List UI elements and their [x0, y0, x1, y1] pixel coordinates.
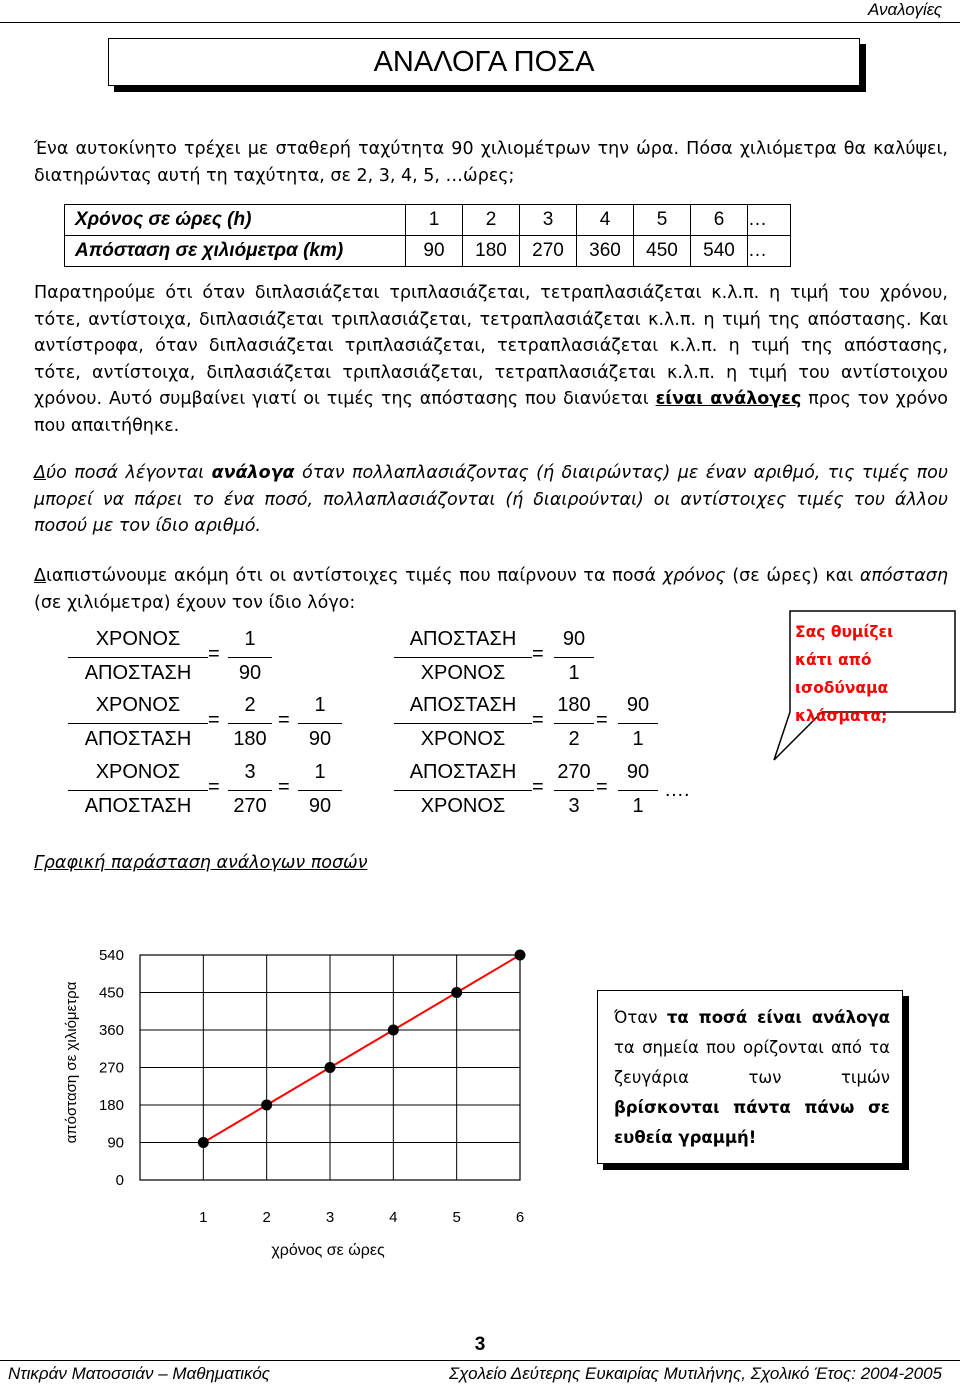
- ratio-intro-initial: Δ: [34, 566, 46, 586]
- table-cell-tail: …: [748, 205, 791, 236]
- x-tick-label: 2: [262, 1209, 271, 1226]
- ratio-distance-over-time: [394, 694, 532, 751]
- data-point: [325, 1062, 336, 1073]
- intro-paragraph: Ένα αυτοκίνητο τρέχει με σταθερή ταχύτητα 90 χιλιομέτρων την ώρα. Πόσα χιλιόμετρα θα καλύψει, διατηρώντας αυτή τη ταχύτητα, σε 2, 3, 4, 5, …ώρες;: [34, 139, 948, 186]
- definition-emphasis: ανάλογα: [211, 463, 295, 483]
- fraction-numerator: 180: [554, 694, 594, 724]
- fraction-numerator: ΑΠΟΣΤΑΣΗ: [394, 628, 532, 658]
- ratio-intro-a: ιαπιστώνουμε ακόμη ότι οι αντίστοιχες τιμές που παίρνουν τα ποσά: [45, 566, 663, 586]
- y-tick-label: 270: [98, 1059, 124, 1077]
- fraction-numerator: 1: [228, 628, 272, 658]
- table-cell: 3: [520, 205, 577, 236]
- fraction-numerator: 2: [228, 694, 272, 724]
- data-point: [261, 1100, 272, 1111]
- ratio-intro-time: χρόνος: [662, 566, 726, 586]
- fraction-denominator: ΧΡΟΝΟΣ: [420, 728, 506, 750]
- table-cell: 90: [406, 236, 463, 267]
- ratio-distance-over-time: [394, 761, 532, 818]
- header-rule: [0, 22, 960, 23]
- ratio-intro-b: (σε ώρες) και: [725, 566, 860, 586]
- table-row-label: Χρόνος σε ώρες (h): [65, 205, 406, 236]
- y-tick-label: 540: [98, 947, 124, 964]
- footer-school: Σχολείο Δεύτερης Ευκαιρίας Μυτιλήνης, Σχολικό Έτος: 2004-2005: [448, 1364, 942, 1383]
- fraction-denominator: 2: [568, 728, 580, 750]
- note-text-c: τα σημεία που ορίζονται από τα ζευγάρια των τιμών: [614, 1038, 890, 1087]
- equals-sign: =: [596, 776, 608, 798]
- x-tick-label: 6: [515, 1209, 525, 1226]
- fraction-denominator: 90: [308, 728, 332, 750]
- note-text-a: Όταν: [614, 1008, 667, 1027]
- observation-text: Παρατηρούμε ότι όταν διπλασιάζεται τριπλασιάζεται, τετραπλασιάζεται κ.λ.π. η τιμή του χρόνου, τότε, αντίστοιχα, διπλασιάζεται τριπλασιάζεται, τετραπλασιάζεται κ.λ.π. η τιμή της απόστασης. Και αντίστροφα, όταν διπλασιάζεται τριπλασιάζεται, τετραπλασιάζεται κ.λ.π. η τιμή της απόστασης, τότε, αντίστοιχα, διπλασιάζεται τριπλασιάζεται, τετραπλασιάζεται κ.λ.π. η τιμή του αντίστοιχου χρόνου. Αυτό συμβαίνει γιατί οι τιμές της απόστασης που διανύεται: [34, 283, 948, 409]
- fraction-numerator: ΑΠΟΣΤΑΣΗ: [394, 761, 532, 791]
- definition-text-a: ύο ποσά λέγονται: [45, 463, 212, 483]
- fraction-denominator: 270: [233, 795, 267, 817]
- y-tick-label: 180: [98, 1097, 124, 1114]
- equals-sign: =: [208, 709, 220, 731]
- fraction-numerator: 90: [554, 628, 594, 658]
- equals-sign: =: [532, 776, 544, 798]
- page-title: ΑΝΑΛΟΓΑ ΠΟΣΑ: [108, 38, 860, 86]
- fraction-denominator: ΧΡΟΝΟΣ: [420, 795, 506, 817]
- fraction-numerator: 90: [618, 694, 658, 724]
- note-emphasis-b: βρίσκονται πάντα πάνω σε ευθεία γραμμή!: [614, 1098, 890, 1147]
- fraction-numerator: 1: [298, 761, 342, 791]
- page-number: 3: [474, 1334, 486, 1355]
- table-cell: 540: [691, 236, 748, 267]
- ratio-distance-over-time: [394, 628, 532, 685]
- note-emphasis-a: τα ποσά είναι ανάλογα: [666, 1008, 890, 1027]
- definition-initial: Δ: [34, 463, 46, 483]
- callout-line: Σας θυμίζει: [795, 623, 894, 641]
- definition-paragraph: [34, 460, 948, 540]
- ratio-fraction: [228, 694, 272, 751]
- data-point: [388, 1025, 399, 1036]
- fraction-numerator: ΧΡΟΝΟΣ: [68, 761, 208, 791]
- fraction-numerator: 90: [618, 761, 658, 791]
- x-tick-label: 3: [325, 1209, 335, 1226]
- ratio-fraction: [298, 694, 342, 751]
- fraction-denominator: 90: [308, 795, 332, 817]
- observation-emphasis: είναι ανάλογες: [655, 389, 802, 409]
- fraction-denominator: 1: [632, 795, 644, 817]
- proportional-chart: [0, 930, 560, 1270]
- callout-line: κλάσματα;: [795, 707, 888, 725]
- equals-sign: =: [208, 776, 220, 798]
- ratio-time-over-distance: [68, 694, 208, 751]
- x-tick-label: 1: [199, 1209, 208, 1226]
- callout-line: ισοδύναμα: [795, 679, 889, 697]
- x-axis-label: χρόνος σε ώρες: [271, 1242, 385, 1259]
- y-tick-label: 360: [98, 1022, 124, 1039]
- table-cell: 6: [691, 205, 748, 236]
- header-section: Αναλογίες: [867, 0, 942, 19]
- fraction-numerator: ΧΡΟΝΟΣ: [68, 694, 208, 724]
- ratio-fraction: [228, 628, 272, 685]
- ratio-fraction: [618, 694, 658, 751]
- table-row-time: [65, 205, 791, 236]
- table-cell: 180: [463, 236, 520, 267]
- y-tick-label: 450: [98, 984, 124, 1002]
- equals-sign: =: [278, 776, 290, 798]
- fraction-denominator: ΑΠΟΣΤΑΣΗ: [84, 662, 192, 684]
- fraction-denominator: ΑΠΟΣΤΑΣΗ: [84, 728, 192, 750]
- table-row-distance: [65, 236, 791, 267]
- fraction-denominator: 1: [632, 728, 644, 750]
- fraction-numerator: 270: [554, 761, 594, 791]
- callout-line: κάτι από: [795, 651, 872, 669]
- ratio-intro-distance: απόσταση: [859, 566, 948, 586]
- table-cell: 270: [520, 236, 577, 267]
- fraction-numerator: 1: [298, 694, 342, 724]
- footer-author: Ντικράν Ματοσσιάν – Μαθηματικός: [8, 1364, 271, 1383]
- equals-sign: =: [596, 709, 608, 731]
- table-cell-tail: …: [748, 236, 791, 267]
- table-cell: 2: [463, 205, 520, 236]
- y-tick-label: 90: [107, 1134, 124, 1152]
- table-row-label: Απόσταση σε χιλιόμετρα (km): [65, 236, 406, 267]
- fraction-numerator: ΧΡΟΝΟΣ: [68, 628, 208, 658]
- equals-sign: =: [278, 709, 290, 731]
- fraction-denominator: 1: [568, 662, 580, 684]
- ratio-ellipsis: ….: [664, 779, 690, 801]
- callout-text: [795, 618, 915, 730]
- ratio-fraction: [554, 694, 594, 751]
- equals-sign: =: [208, 643, 220, 665]
- ratio-fraction: [228, 761, 272, 818]
- table-cell: 360: [577, 236, 634, 267]
- table-cell: 5: [634, 205, 691, 236]
- table-cell: 450: [634, 236, 691, 267]
- y-tick-label: 0: [115, 1172, 124, 1189]
- observation-paragraph: [34, 280, 948, 439]
- ratio-intro-c: (σε χιλιόμετρα) έχουν τον ίδιο λόγο:: [34, 592, 356, 613]
- y-axis-label: απόσταση σε χιλιόμετρα: [63, 981, 80, 1144]
- ratio-fraction: [554, 628, 594, 685]
- data-point: [198, 1137, 209, 1148]
- data-point: [515, 950, 526, 961]
- ratio-time-over-distance: [68, 628, 208, 685]
- equals-sign: =: [532, 709, 544, 731]
- fraction-denominator: ΑΠΟΣΤΑΣΗ: [84, 795, 192, 817]
- data-point: [451, 987, 462, 998]
- x-tick-label: 4: [389, 1209, 398, 1226]
- ratio-time-over-distance: [68, 761, 208, 818]
- equals-sign: =: [532, 643, 544, 665]
- note-box: [597, 990, 903, 1164]
- graph-title: Γραφική παράσταση ανάλογων ποσών: [34, 853, 368, 873]
- values-table: [64, 204, 791, 267]
- fraction-numerator: 3: [228, 761, 272, 791]
- table-cell: 4: [577, 205, 634, 236]
- fraction-denominator: ΧΡΟΝΟΣ: [420, 662, 506, 684]
- fraction-denominator: 90: [238, 662, 262, 684]
- observation-end: προς τον χρόνο που απαιτήθηκε.: [34, 389, 948, 436]
- ratio-fraction: [554, 761, 594, 818]
- definition-text-b: όταν πολλαπλασιάζοντας (ή διαιρώντας) με έναν αριθμό, τις τιμές που μπορεί να πάρει το ένα ποσό, πολλαπλασιάζονται (ή διαιρούνται) οι αντίστοιχες τιμές του άλλου ποσού με τον ίδιο αριθμό.: [34, 463, 948, 536]
- fraction-numerator: ΑΠΟΣΤΑΣΗ: [394, 694, 532, 724]
- footer-rule: [0, 1360, 960, 1361]
- ratio-fraction: [298, 761, 342, 818]
- fraction-denominator: 180: [233, 728, 267, 750]
- ratio-fraction: [618, 761, 658, 818]
- x-tick-label: 5: [452, 1209, 461, 1226]
- fraction-denominator: 3: [568, 795, 580, 817]
- table-cell: 1: [406, 205, 463, 236]
